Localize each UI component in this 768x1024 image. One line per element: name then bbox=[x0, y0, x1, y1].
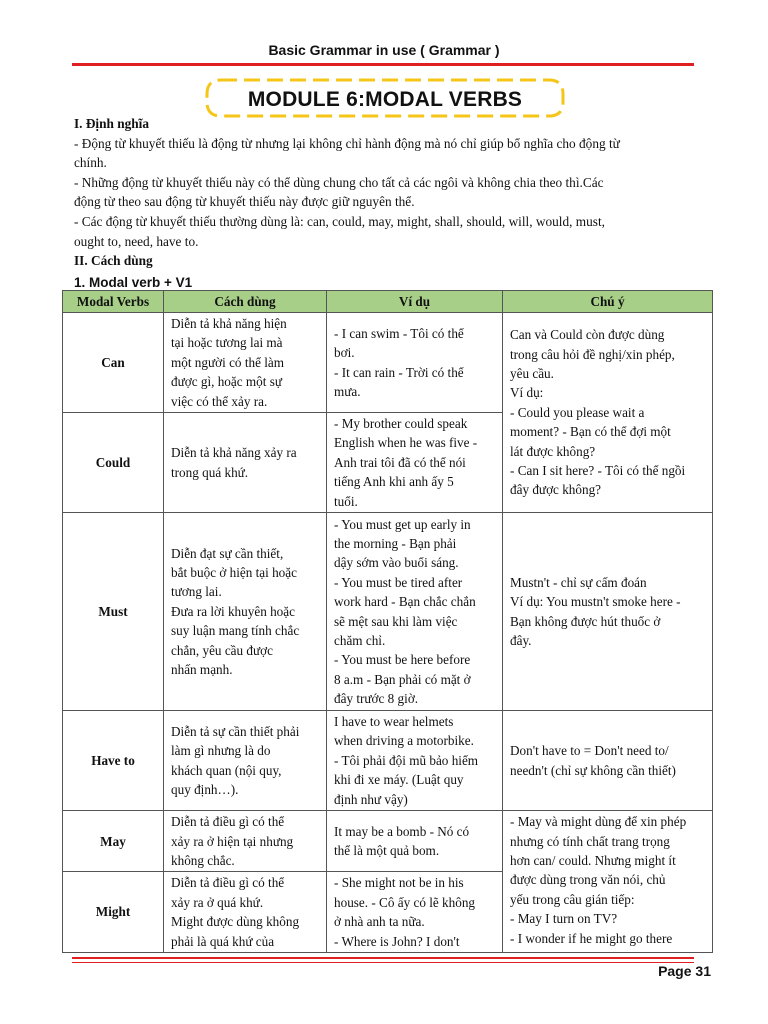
definition-line: - Động từ khuyết thiếu là động từ nhưng lại không chỉ hành động mà nó chỉ giúp bổ nghĩa cho động từ bbox=[74, 135, 620, 151]
cell-line: Diễn tả điều gì có thể bbox=[171, 875, 285, 891]
note-cell bbox=[503, 513, 713, 711]
example-cell bbox=[327, 513, 503, 711]
table-row bbox=[63, 711, 713, 811]
cell-line: - Tôi phải đội mũ bảo hiểm bbox=[334, 752, 479, 768]
cell-line: khi đi xe máy. (Luật quy bbox=[334, 772, 464, 788]
cell-line: trong câu hỏi đề nghị/xin phép, bbox=[510, 346, 675, 362]
usage-cell bbox=[164, 811, 327, 872]
cell-line: suy luận mang tính chắc bbox=[171, 623, 300, 639]
usage-cell bbox=[164, 513, 327, 711]
cell-line: đây được không? bbox=[510, 482, 602, 498]
modal-cell: Can bbox=[63, 313, 164, 413]
subheading-modal-v1: 1. Modal verb + V1 bbox=[74, 274, 193, 290]
cell-line: moment? - Bạn có thể đợi một bbox=[510, 424, 671, 440]
modal-verbs-table bbox=[62, 290, 713, 953]
cell-line: Bạn không được hút thuốc ở bbox=[510, 613, 661, 629]
header-example: Ví dụ bbox=[327, 291, 503, 313]
cell-line: chăm chỉ. bbox=[334, 632, 386, 648]
cell-line: nhấn mạnh. bbox=[171, 662, 233, 678]
note-cell bbox=[503, 811, 713, 953]
cell-line: Diễn tả điều gì có thể bbox=[171, 814, 285, 830]
cell-line: trong quá khứ. bbox=[171, 464, 249, 480]
note-cell bbox=[503, 313, 713, 513]
cell-line: mưa. bbox=[334, 383, 361, 399]
modal-cell: Have to bbox=[63, 711, 164, 811]
example-cell bbox=[327, 711, 503, 811]
cell-line: việc có thể xảy ra. bbox=[171, 393, 268, 409]
cell-line: - You must get up early in bbox=[334, 516, 471, 532]
definition-line: - Các động từ khuyết thiếu thường dùng là: can, could, may, might, shall, should, will, would, must, bbox=[74, 213, 605, 229]
running-head: Basic Grammar in use ( Grammar ) bbox=[268, 42, 500, 58]
usage-cell bbox=[164, 711, 327, 811]
top-rule bbox=[72, 63, 694, 66]
cell-line: khách quan (nội quy, bbox=[171, 762, 282, 778]
cell-line: xảy ra ở hiện tại nhưng bbox=[171, 833, 294, 849]
cell-line: work hard - Bạn chắc chắn bbox=[334, 594, 476, 610]
header-modal-verbs: Modal Verbs bbox=[63, 291, 164, 313]
cell-line: phải là quá khứ của bbox=[171, 933, 275, 949]
page-number: Page 31 bbox=[658, 963, 711, 979]
cell-line: house. - Cô ấy có lẽ không bbox=[334, 894, 476, 910]
cell-line: - I wonder if he might go there bbox=[510, 930, 673, 946]
cell-line: English when he was five - bbox=[334, 435, 478, 451]
cell-line: yếu trong câu gián tiếp: bbox=[510, 891, 635, 907]
definition-line: - Những động từ khuyết thiếu này có thể dùng chung cho tất cả các ngôi và không chia theo thì.Các bbox=[74, 174, 604, 190]
cell-line: Ví dụ: You mustn't smoke here - bbox=[510, 594, 681, 610]
cell-line: đây trước 8 giờ. bbox=[334, 691, 419, 707]
bottom-rule-thin bbox=[72, 962, 694, 963]
intro-section bbox=[74, 114, 696, 292]
cell-line: Mustn't - chỉ sự cấm đoán bbox=[510, 574, 647, 590]
cell-line: định như vậy) bbox=[334, 791, 408, 807]
example-cell bbox=[327, 413, 503, 513]
cell-line: được gì, hoặc một sự bbox=[171, 374, 282, 390]
cell-line: được dùng trong văn nói, chủ bbox=[510, 872, 666, 888]
cell-line: - You must be here before bbox=[334, 652, 471, 668]
cell-line: nhưng có tính chất trang trọng bbox=[510, 833, 670, 849]
example-cell bbox=[327, 872, 503, 953]
cell-line: Ví dụ: bbox=[510, 385, 544, 401]
cell-line: the morning - Bạn phải bbox=[334, 535, 457, 551]
cell-line: đây. bbox=[510, 632, 532, 648]
table-header-row bbox=[63, 291, 713, 313]
cell-line: - Could you please wait a bbox=[510, 404, 645, 420]
cell-line: thể là một quả bom. bbox=[334, 843, 440, 859]
cell-line: quy định…). bbox=[171, 781, 239, 797]
example-cell bbox=[327, 313, 503, 413]
table-row bbox=[63, 811, 713, 872]
table-row bbox=[63, 513, 713, 711]
modal-cell: Must bbox=[63, 513, 164, 711]
table-row bbox=[63, 313, 713, 413]
cell-line: Diễn tả sự cần thiết phải bbox=[171, 723, 300, 739]
cell-line: - Can I sit here? - Tôi có thể ngồi bbox=[510, 463, 686, 479]
cell-line: Don't have to = Don't need to/ bbox=[510, 743, 669, 759]
cell-line: hơn can/ could. Nhưng might ít bbox=[510, 852, 676, 868]
cell-line: tiếng Anh khi anh ấy 5 bbox=[334, 474, 454, 490]
cell-line: Diễn tả khả năng hiện bbox=[171, 316, 287, 331]
definition-line: động từ theo sau động từ khuyết thiếu này được giữ nguyên thể. bbox=[74, 194, 415, 210]
cell-line: - Where is John? I don't bbox=[334, 933, 460, 949]
modal-cell: Could bbox=[63, 413, 164, 513]
cell-line: ở nhà anh ta nữa. bbox=[334, 914, 425, 930]
section-heading-usage: II. Cách dùng bbox=[74, 253, 153, 269]
cell-line: - My brother could speak bbox=[334, 416, 468, 432]
cell-line: xảy ra ở quá khứ. bbox=[171, 894, 264, 910]
definition-line: chính. bbox=[74, 155, 107, 171]
cell-line: 8 a.m - Bạn phải có mặt ở bbox=[334, 671, 471, 687]
cell-line: tương lai. bbox=[171, 584, 222, 600]
cell-line: Anh trai tôi đã có thể nói bbox=[334, 454, 466, 470]
cell-line: needn't (chỉ sự không cần thiết) bbox=[510, 762, 676, 778]
cell-line: - She might not be in his bbox=[334, 875, 464, 891]
cell-line: chắn, yêu cầu được bbox=[171, 642, 273, 658]
note-cell bbox=[503, 711, 713, 811]
cell-line: Might được dùng không bbox=[171, 914, 300, 930]
cell-line: - May và might dùng để xin phép bbox=[510, 814, 687, 830]
cell-line: Diễn tả khả năng xảy ra bbox=[171, 445, 297, 461]
usage-cell bbox=[164, 413, 327, 513]
modal-cell: May bbox=[63, 811, 164, 872]
usage-cell bbox=[164, 872, 327, 953]
cell-line: Diễn đạt sự cần thiết, bbox=[171, 545, 284, 561]
cell-line: lát được không? bbox=[510, 443, 596, 459]
cell-line: yêu cầu. bbox=[510, 366, 554, 382]
cell-line: không chắc. bbox=[171, 852, 235, 868]
cell-line: - May I turn on TV? bbox=[510, 911, 618, 927]
usage-cell bbox=[164, 313, 327, 413]
cell-line: I have to wear helmets bbox=[334, 714, 454, 730]
cell-line: Đưa ra lời khuyên hoặc bbox=[171, 603, 295, 619]
cell-line: bắt buộc ở hiện tại hoặc bbox=[171, 565, 297, 581]
cell-line: sẽ mệt sau khi làm việc bbox=[334, 613, 458, 629]
cell-line: bơi. bbox=[334, 345, 355, 361]
cell-line: It may be a bomb - Nó có bbox=[334, 823, 470, 839]
header-note: Chú ý bbox=[503, 291, 713, 313]
cell-line: dậy sớm vào buổi sáng. bbox=[334, 555, 459, 571]
module-title: MODULE 6:MODAL VERBS bbox=[247, 88, 523, 111]
modal-cell: Might bbox=[63, 872, 164, 953]
cell-line: tuổi. bbox=[334, 493, 358, 509]
cell-line: làm gì nhưng là do bbox=[171, 743, 271, 759]
cell-line: - You must be tired after bbox=[334, 574, 463, 590]
cell-line: Can và Could còn được dùng bbox=[510, 327, 665, 343]
cell-line: - It can rain - Trời có thể bbox=[334, 364, 464, 380]
cell-line: when driving a motorbike. bbox=[334, 733, 474, 749]
cell-line: - I can swim - Tôi có thể bbox=[334, 325, 464, 341]
example-cell bbox=[327, 811, 503, 872]
definition-line: ought to, need, have to. bbox=[74, 233, 199, 249]
bottom-rule bbox=[72, 957, 694, 959]
section-heading-definition: I. Định nghĩa bbox=[74, 116, 150, 131]
cell-line: một người có thể làm bbox=[171, 354, 285, 370]
cell-line: tại hoặc tương lai mà bbox=[171, 335, 283, 351]
header-usage: Cách dùng bbox=[164, 291, 327, 313]
